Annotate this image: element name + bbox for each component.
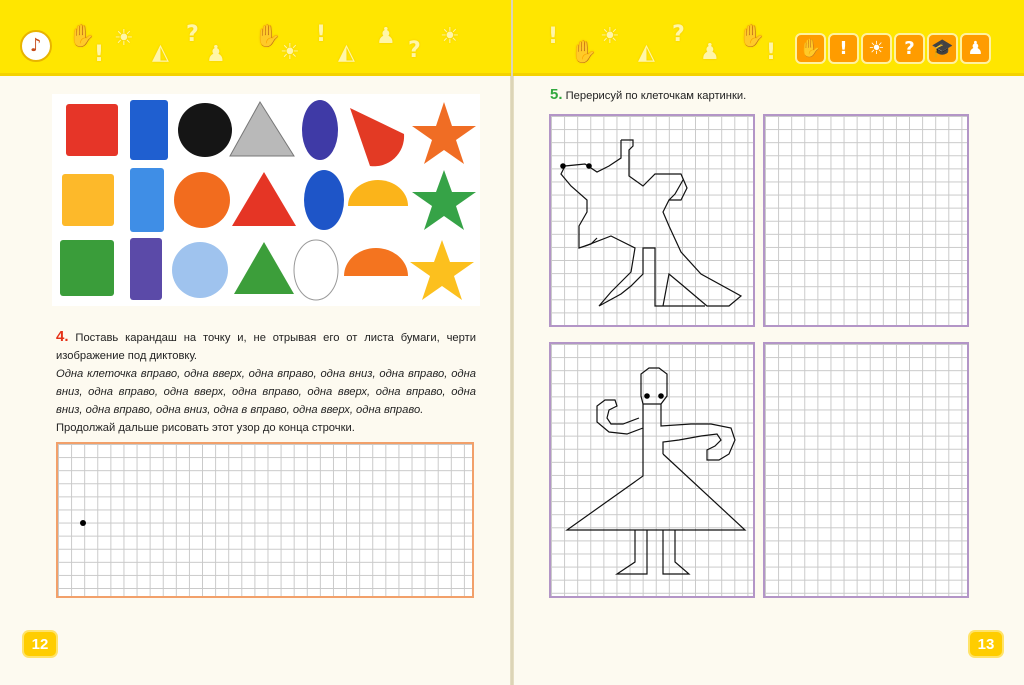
figure-icon: ♟ xyxy=(700,40,720,65)
lady-sample-grid xyxy=(549,342,755,598)
figure-icon: ♟ xyxy=(376,24,396,49)
cap-icon: ◭ xyxy=(638,40,655,65)
camel-sample-grid xyxy=(549,114,755,327)
page-number-right: 13 xyxy=(970,632,1002,656)
question-icon: ? xyxy=(186,22,199,47)
book-spine xyxy=(510,0,514,685)
hand-badge-icon: ✋ xyxy=(795,33,826,64)
start-dot xyxy=(80,520,86,526)
cap-badge-icon: 🎓 xyxy=(927,33,958,64)
question-icon: ? xyxy=(408,38,421,63)
colored-shapes-picture xyxy=(52,94,480,306)
camel-drawing xyxy=(551,116,757,329)
lady-drawing xyxy=(551,344,757,600)
hand-icon: ✋ xyxy=(570,40,598,65)
task4-intro: Поставь карандаш на точку и, не отрывая его от листа бумаги, черти изображение под диктовку. xyxy=(56,332,477,362)
task4-text-block xyxy=(56,328,476,437)
hand-icon: ✋ xyxy=(738,24,766,49)
hand-icon: ✋ xyxy=(68,24,96,49)
question-badge-icon: ? xyxy=(894,33,925,64)
bird-logo-icon xyxy=(20,30,52,62)
sun-icon: ☀ xyxy=(440,24,460,49)
task5-title xyxy=(550,86,970,105)
camel-copy-grid[interactable] xyxy=(763,114,969,327)
legend-badges xyxy=(795,33,991,64)
sun-icon: ☀ xyxy=(600,24,620,49)
task5-text: Перерисуй по клеточкам картинки. xyxy=(565,90,747,102)
task4-dictation: Одна клеточка вправо, одна вверх, одна вправо, одна вниз, одна вправо, одна вниз, одна вправо, одна вверх, одна вправо, одна вверх, одна вправо, одна вниз, одна вправо, одна вниз, одна в вправо, одна вверх, одна вправо. xyxy=(56,368,476,416)
figure-icon: ♟ xyxy=(206,42,226,67)
exclamation-icon: ! xyxy=(316,22,327,47)
cap-icon: ◭ xyxy=(338,40,355,65)
task4-number: 4. xyxy=(56,328,69,345)
question-icon: ? xyxy=(672,22,685,47)
exclamation-icon: ! xyxy=(548,24,559,49)
cap-icon: ◭ xyxy=(152,40,169,65)
task4-continue: Продолжай дальше рисовать этот узор до конца строчки. xyxy=(56,422,355,434)
page-number-left: 12 xyxy=(24,632,56,656)
exclamation-badge-icon: ! xyxy=(828,33,859,64)
task5-number: 5. xyxy=(550,86,563,103)
sun-badge-icon: ☀ xyxy=(861,33,892,64)
lady-copy-grid[interactable] xyxy=(763,342,969,598)
figure-badge-icon: ♟ xyxy=(960,33,991,64)
exclamation-icon: ! xyxy=(94,42,105,67)
sun-icon: ☀ xyxy=(114,26,134,51)
task4-drawing-grid[interactable] xyxy=(56,442,474,598)
exclamation-icon: ! xyxy=(766,40,777,65)
hand-icon: ✋ xyxy=(254,24,282,49)
sun-icon: ☀ xyxy=(280,40,300,65)
